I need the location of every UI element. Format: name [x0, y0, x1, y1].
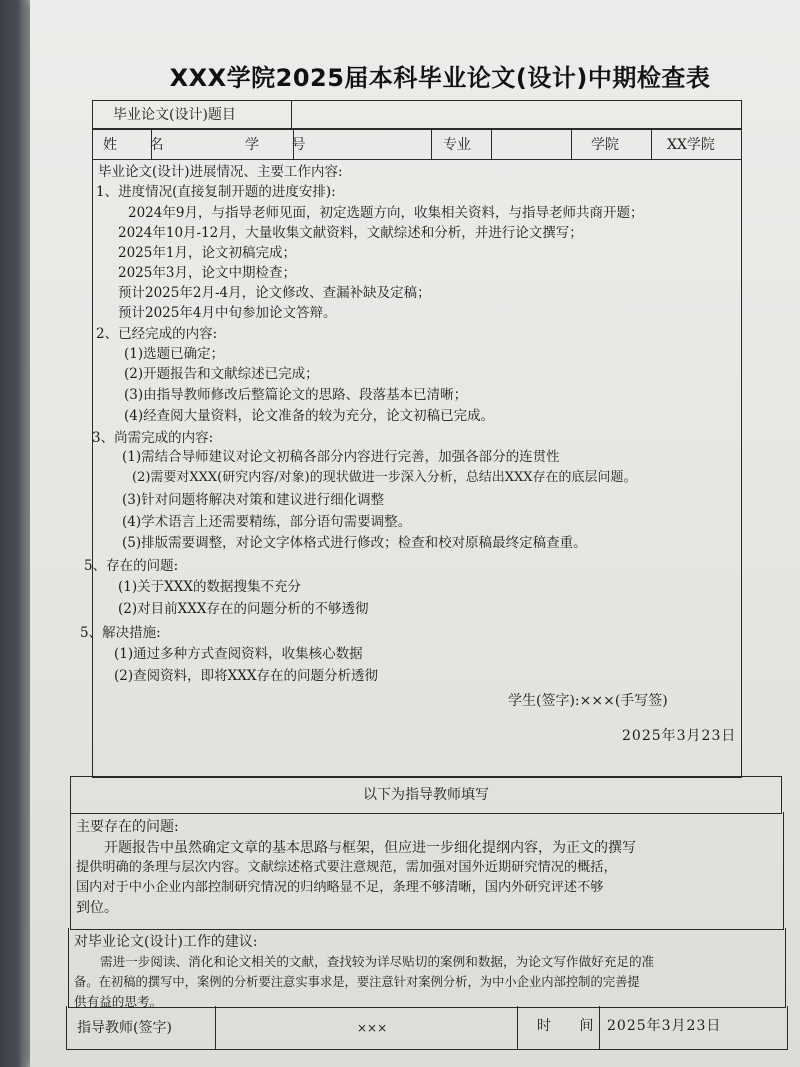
solutions-heading: 5、解决措施:	[80, 625, 161, 641]
advisor-value: ×××	[357, 1021, 388, 1035]
student-info-row	[92, 128, 742, 160]
schedule-item: 预计2025年2月-4月，论文修改、查漏补缺及定稿；	[118, 285, 431, 301]
remaining-heading: 3、尚需完成的内容:	[92, 430, 214, 446]
document-title: XXX学院2025届本科毕业论文(设计)中期检查表	[169, 64, 711, 92]
teacher-banner: 以下为指导教师填写	[363, 787, 489, 803]
remaining-item: (4)学术语言上还需要精练，部分语句需要调整。	[122, 514, 412, 530]
solutions-item: (1)通过多种方式查阅资料，收集核心数据	[114, 646, 363, 662]
completed-item: (3)由指导教师修改后整篇论文的思路、段落基本已清晰；	[124, 387, 468, 403]
schedule-heading: 1、进度情况(直接复制开题的进度安排):	[96, 184, 336, 200]
remaining-item: (1)需结合导师建议对论文初稿各部分内容进行完善，加强各部分的连贯性	[122, 449, 560, 465]
schedule-item: 2025年3月，论文中期检查；	[118, 265, 296, 281]
progress-heading: 毕业论文(设计)进展情况、主要工作内容:	[98, 164, 343, 180]
remaining-item: (3)针对问题将解决对策和建议进行细化调整	[122, 492, 385, 508]
issues-heading: 5、存在的问题:	[84, 558, 179, 574]
topic-label: 毕业论文(设计)题目	[113, 107, 236, 123]
suggestions-text	[74, 952, 654, 1012]
college-value: XX学院	[667, 137, 715, 153]
completed-heading: 2、已经完成的内容:	[96, 326, 218, 342]
schedule-item: 2024年10月-12月，大量收集文献资料，文献综述和分析，并进行论文撰写；	[118, 225, 583, 241]
issues-item: (2)对目前XXX存在的问题分析的不够透彻	[118, 601, 369, 617]
suggestions-line: 备。在初稿的撰写中，案例的分析要注意实事求是，要注意针对案例分析，为中小企业内部控制的完善提	[74, 975, 640, 989]
name-label: 姓 名	[103, 137, 178, 153]
student-date: 2025年3月23日	[622, 728, 737, 744]
schedule-item: 2025年1月，论文初稿完成；	[118, 245, 296, 261]
remaining-item: (5)排版需要调整，对论文字体格式进行修改；检查和校对原稿最终定稿查重。	[122, 535, 587, 551]
problems-line: 国内对于中小企业内部控制研究情况的归纳略显不足，条理不够清晰，国内外研究评述不够	[76, 880, 604, 895]
time-value: 2025年3月23日	[607, 1018, 722, 1034]
teacher-banner-row	[70, 776, 782, 814]
topic-row	[92, 100, 742, 130]
student-id-label: 学 号	[245, 137, 320, 153]
problems-heading: 主要存在的问题:	[76, 819, 179, 835]
suggestions-heading: 对毕业论文(设计)工作的建议:	[74, 934, 258, 950]
suggestions-line: 需进一步阅读、消化和论文相关的文献，查找较为详尽贴切的案例和数据，为论文写作做好充足的准	[100, 954, 655, 969]
advisor-row	[66, 1006, 788, 1050]
schedule-item: 2024年9月，与指导老师见面，初定选题方向，收集相关资料，与指导老师共商开题；	[128, 205, 644, 221]
schedule-item: 预计2025年4月中旬参加论文答辩。	[118, 305, 337, 321]
advisor-label: 指导教师(签字)	[77, 1020, 172, 1036]
college-label: 学院	[591, 137, 619, 153]
major-label: 专业	[443, 137, 471, 153]
completed-item: (2)开题报告和文献综述已完成；	[124, 366, 319, 382]
completed-item: (4)经查阅大量资料，论文准备的较为充分，论文初稿已完成。	[124, 408, 495, 424]
issues-item: (1)关于XXX的数据搜集不充分	[118, 579, 301, 595]
problems-line: 提供明确的条理与层次内容。文献综述格式要注意规范，需加强对国外近期研究情况的概括，	[76, 860, 617, 875]
completed-item: (1)选题已确定；	[124, 346, 225, 362]
problems-text	[76, 838, 636, 918]
solutions-item: (2)查阅资料，即将XXX存在的问题分析透彻	[114, 668, 378, 684]
time-label: 时 间	[537, 1018, 606, 1034]
suggestions-line: 供有益的思考。	[74, 994, 163, 1009]
problems-line: 到位。	[76, 900, 118, 916]
student-signature: 学生(签字):×××(手写签)	[508, 693, 668, 709]
problems-line: 开题报告中虽然确定文章的基本思路与框架，但应进一步细化提纲内容，为正文的撰写	[104, 840, 636, 856]
remaining-item: (2)需要对XXX(研究内容/对象)的现状做进一步深入分析，总结出XXX存在的底层问题。	[132, 470, 637, 485]
